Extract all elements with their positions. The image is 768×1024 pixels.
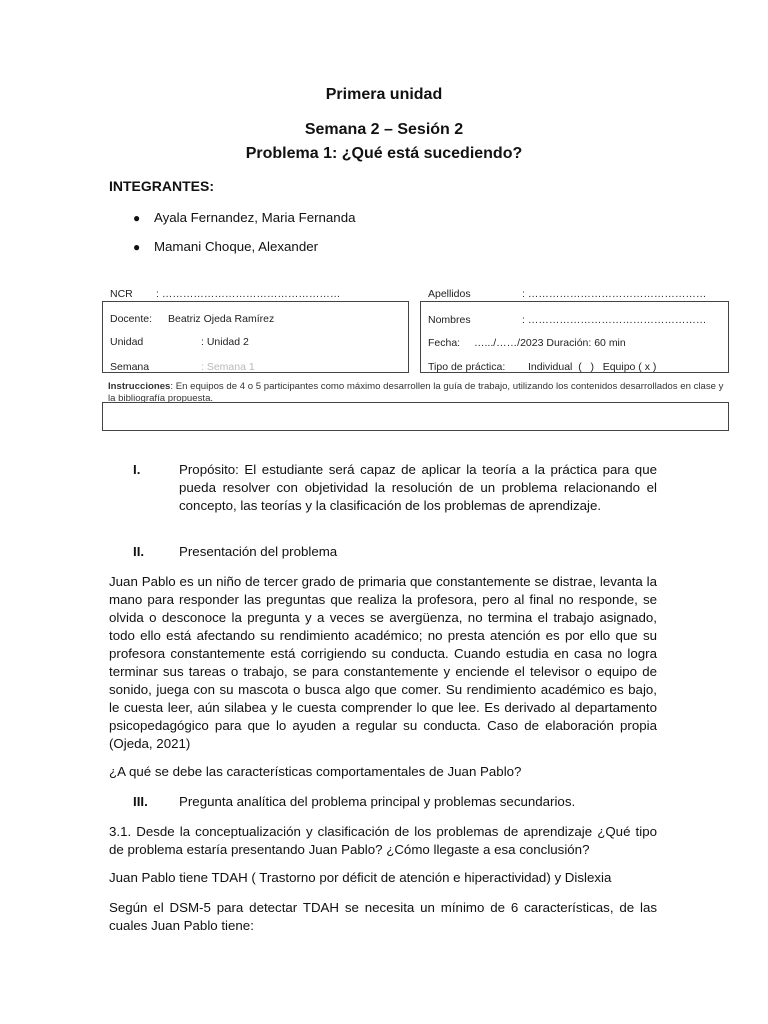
ncr-value: : …………………………………………… <box>156 288 341 300</box>
answer-paragraph-1: Juan Pablo tiene TDAH ( Trastorno por déficit de atención e hiperactividad) y Dislexia <box>109 870 612 885</box>
section-2-text: Presentación del problema <box>179 544 338 559</box>
unidad-value: : Unidad 2 <box>201 336 249 348</box>
question-3-1: 3.1. Desde la conceptualización y clasificación de los problemas de aprendizaje ¿Qué tipo de problema estaría presentando Juan Pablo? ¿Cómo llegaste a esa conclusión? <box>109 824 657 857</box>
docente-label: Docente: <box>110 313 153 325</box>
section-1-text: Propósito: El estudiante será capaz de aplicar la teoría a la práctica para que pueda resolver con objetividad la resolución de un problema relacionando el concepto, las teorías y la clasificación de los problemas de aprendizaje. <box>179 462 657 513</box>
member-item <box>133 238 318 256</box>
apellidos-value: : …………………………………………… <box>522 288 707 300</box>
apellidos-label: Apellidos <box>428 288 471 300</box>
docente-value: Beatriz Ojeda Ramírez <box>168 313 275 325</box>
fecha-value: ….../……/2023 Duración: 60 min <box>474 337 626 349</box>
semana-label: Semana <box>110 361 150 373</box>
bullet-icon: ● <box>133 211 141 225</box>
section-3-number: III. <box>133 794 148 809</box>
instructions-box <box>102 402 729 431</box>
members-title: INTEGRANTES: <box>109 178 214 194</box>
section-2-number: II. <box>133 544 145 559</box>
member-name: Mamani Choque, Alexander <box>153 239 319 254</box>
answer-paragraph-2: Según el DSM-5 para detectar TDAH se necesita un mínimo de 6 características, de las cuales Juan Pablo tiene: <box>109 900 657 933</box>
week-title: Semana 2 – Sesión 2 <box>304 121 464 138</box>
instructions-label: Instrucciones <box>108 381 171 392</box>
nombres-value: : …………………………………………… <box>522 314 707 326</box>
unit-title: Primera unidad <box>325 86 443 103</box>
case-paragraph: Juan Pablo es un niño de tercer grado de primaria que constantemente se distrae, levanta la mano para responder las preguntas que realiza la profesora, pero al final no responde, se olvida o desconoce la pregunta y a veces se avergüenza, no termina el trabajo asignado, todo ello está afectando su rendimiento académico; no presta atención es por ello que su profesora constantemente está corrigiendo su conducta. Cuando estudia en casa no logra terminar sus tareas o trabajo, se para constantemente y enciende el televisor o equipo de sonido, juega con su mascota o busca algo que comer. Su rendimiento académico es bajo, le cuesta leer, aún silabea y le cuesta comprender lo que lee. Es derivado al departamento psicopedagógico para que lo ayuden a regular su conducta. Caso de elaboración propia (Ojeda, 2021) <box>109 574 657 751</box>
nombres-label: Nombres <box>428 314 471 326</box>
problem-title: Problema 1: ¿Qué está sucediendo? <box>245 145 523 162</box>
case-question: ¿A qué se debe las características comportamentales de Juan Pablo? <box>109 764 522 779</box>
semana-value: : Semana 1 <box>201 361 255 373</box>
ncr-label: NCR <box>110 288 133 300</box>
section-3-text: Pregunta analítica del problema principal y problemas secundarios. <box>179 794 576 809</box>
member-name: Ayala Fernandez, Maria Fernanda <box>153 210 356 225</box>
section-1-number: I. <box>133 462 141 477</box>
member-item <box>133 209 356 227</box>
bullet-icon: ● <box>133 240 141 254</box>
tipo-value: Individual ( ) Equipo ( x ) <box>528 361 657 373</box>
instructions-text: : En equipos de 4 o 5 participantes como máximo desarrollen la guía de trabajo, utilizando los contenidos desarrollados en clase y la bibliografía propuesta. <box>108 381 724 404</box>
fecha-label: Fecha: <box>428 337 461 349</box>
unidad-label: Unidad <box>110 336 144 348</box>
tipo-label: Tipo de práctica: <box>428 361 506 373</box>
